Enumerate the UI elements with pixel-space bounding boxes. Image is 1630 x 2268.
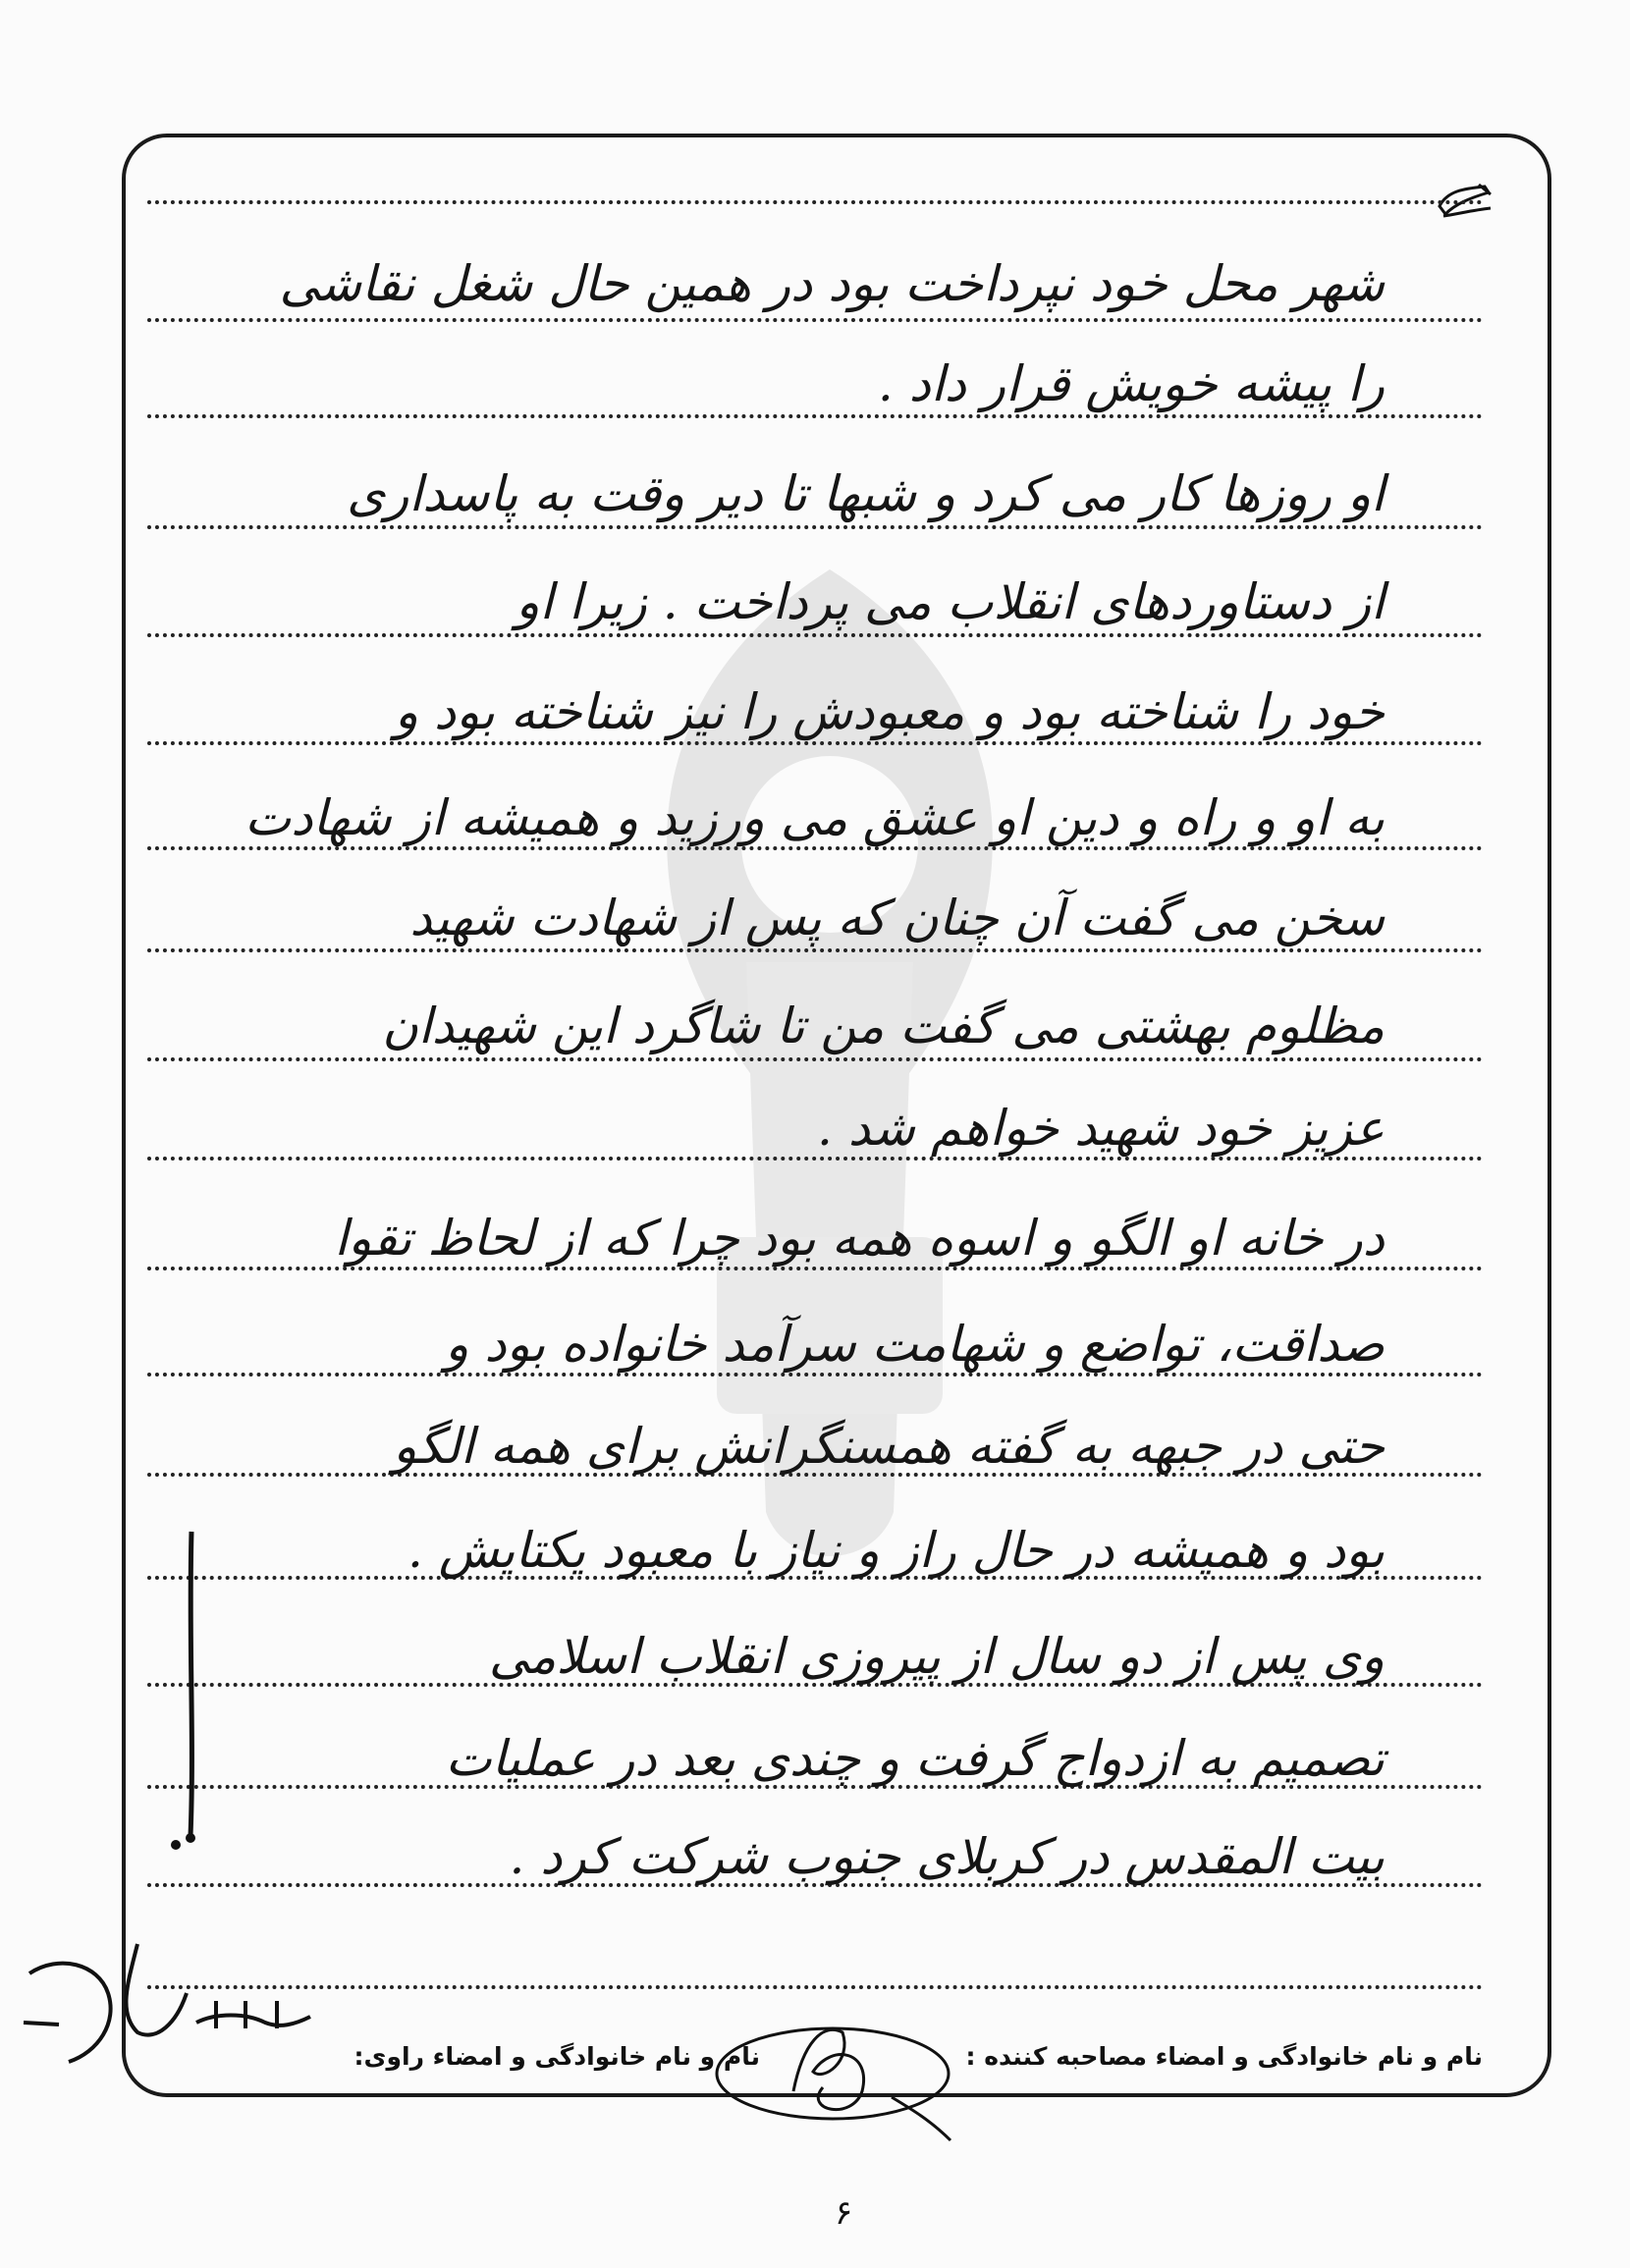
handwritten-line: وی پس از دو سال از پیروزی انقلاب اسلامی	[488, 1628, 1385, 1685]
ruled-line	[147, 1267, 1483, 1270]
ruled-line	[147, 1373, 1483, 1377]
ruled-line	[147, 1157, 1483, 1161]
narrator-signature	[20, 1915, 324, 2101]
handwritten-line: از دستاوردهای انقلاب می پرداخت . زیرا او	[516, 573, 1385, 630]
margin-dot	[169, 1838, 183, 1852]
handwritten-line: او روزها کار می کرد و شبها تا دیر وقت به پاسداری	[347, 465, 1385, 522]
handwritten-line: عزیز خود شهید خواهم شد .	[817, 1100, 1385, 1157]
handwritten-line: خود را شناخته بود و معبودش را نیز شناخته بود و	[394, 683, 1385, 740]
handwritten-line: تصمیم به ازدواج گرفت و چندی بعد در عملیات	[445, 1730, 1385, 1787]
margin-bracket	[177, 1522, 206, 1846]
handwritten-line: بیت المقدس در کربلای جنوب شرکت کرد .	[509, 1828, 1385, 1885]
handwritten-line: حتی در جبهه به گفته همسنگرانش برای همه الگو	[393, 1418, 1385, 1475]
handwritten-line: مظلوم بهشتی می گفت من تا شاگرد این شهیدان	[382, 998, 1385, 1054]
narrator-label: نام و نام خانوادگی و امضاء راوی:	[353, 2042, 760, 2071]
handwritten-line: بود و همیشه در حال راز و نیاز با معبود یکتایش .	[408, 1522, 1385, 1579]
handwritten-line: سخن می گفت آن چنان که پس از شهادت شهید	[409, 890, 1385, 946]
ruled-line	[147, 1057, 1483, 1061]
handwritten-line: را پیشه خویش قرار داد .	[877, 355, 1385, 412]
interviewer-label: نام و نام خانوادگی و امضاء مصاحبه کننده :	[965, 2042, 1483, 2071]
ruled-line	[147, 1985, 1483, 1989]
ruled-line	[147, 414, 1483, 418]
ruled-line	[147, 741, 1483, 745]
ruled-line	[147, 200, 1483, 204]
ruled-line	[147, 525, 1483, 529]
ruled-line	[147, 633, 1483, 637]
interviewer-signature	[705, 2003, 970, 2150]
handwritten-line: به او و راه و دین او عشق می ورزید و همیشه از شهادت	[244, 789, 1385, 846]
handwritten-line: صداقت، تواضع و شهامت سرآمد خانواده بود و	[445, 1316, 1385, 1373]
handwritten-line: در خانه او الگو و اسوه همه بود چرا که از لحاظ تقوا	[334, 1210, 1385, 1267]
ruled-line	[147, 948, 1483, 952]
ruled-line	[147, 846, 1483, 850]
page-number: ۶	[835, 2193, 853, 2233]
handwritten-line: شهر محل خود نپرداخت بود در همین حال شغل نقاشی	[279, 255, 1385, 312]
ruled-line	[147, 318, 1483, 322]
